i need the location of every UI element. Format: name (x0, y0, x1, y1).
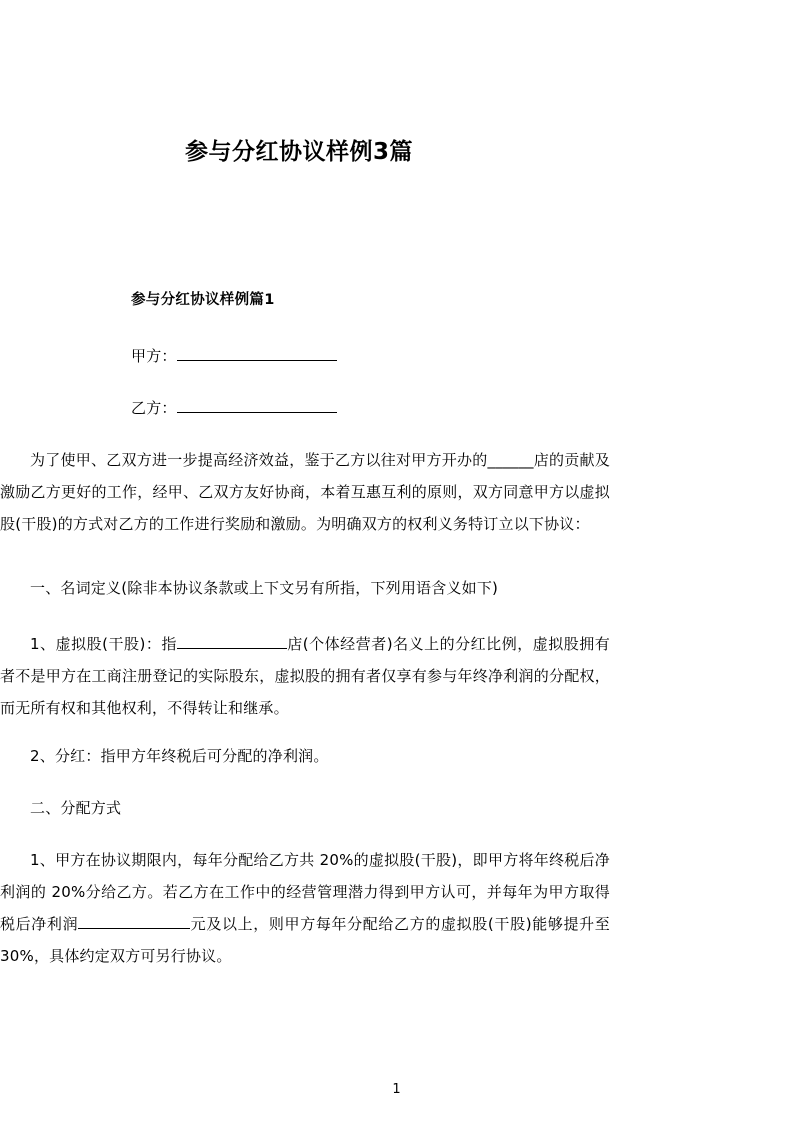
party-a-blank (177, 360, 337, 361)
party-b-blank (177, 412, 337, 413)
clause-two-title: 二、分配方式 (30, 799, 122, 817)
party-b-line (131, 392, 611, 424)
page-title: 参与分红协议样例3篇 (185, 139, 414, 165)
section-heading: 参与分红协议样例篇1 (131, 292, 275, 308)
clause-1-2: 2、分红：指甲方年终税后可分配的净利润。 (30, 747, 329, 765)
clause-2-1-post: 元及以上，则甲方每年分配给乙方的虚拟股(干股)能够提升至 30%，具体约定双方可另行协议。 (0, 915, 610, 965)
clause-2-1-pre: 1、甲方在协议期限内，每年分配给乙方共 20%的虚拟股(干股)，即甲方将年终税后净利润的 20%分给乙方。若乙方在工作中的经营管理潜力得到甲方认可，并每年为甲方取得税后净利润 (0, 851, 610, 933)
party-a-line (131, 340, 611, 372)
clause-1-1-post: 店(个体经营者)名义上的分红比例，虚拟股拥有者不是甲方在工商注册登记的实际股东，虚拟股的拥有者仅享有参与年终净利润的分配权，而无所有权和其他权利，不得转让和继承。 (0, 635, 611, 717)
clause-one-title: 一、名词定义(除非本协议条款或上下文另有所指，下列用语含义如下) (30, 579, 499, 597)
clause-2-1-blank (78, 928, 190, 929)
clause-1-1 (0, 628, 610, 724)
preamble-paragraph: 为了使甲、乙双方进一步提高经济效益，鉴于乙方以往对甲方开办的______店的贡献及激励乙方更好的工作，经甲、乙双方友好协商，本着互惠互利的原则，双方同意甲方以虚拟股(干股)的方式对乙方的工作进行奖励和激励。为明确双方的权利义务特订立以下协议： (0, 451, 610, 533)
clause-1-1-blank (177, 648, 287, 649)
page-number: 1 (392, 1082, 401, 1097)
clause-1-1-pre: 1、虚拟股(干股)：指 (30, 635, 177, 653)
party-a-label: 甲方： (131, 347, 177, 365)
clause-2-1 (0, 844, 610, 972)
party-b-label: 乙方： (131, 399, 177, 417)
